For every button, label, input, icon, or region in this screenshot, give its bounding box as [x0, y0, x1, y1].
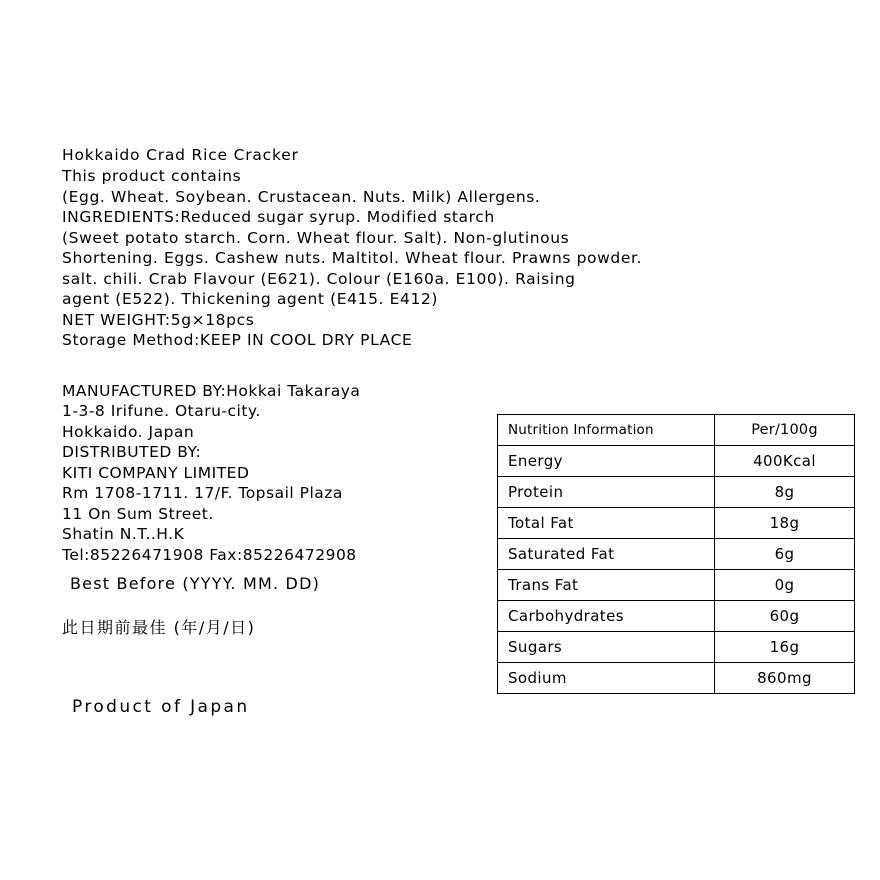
allergens-line: (Egg. Wheat. Soybean. Crustacean. Nuts. Milk) Allergens.: [62, 187, 541, 206]
product-title: Hokkaido Crad Rice Cracker: [62, 146, 299, 164]
spacer: [62, 565, 532, 573]
nutrient-name: Sodium: [498, 663, 715, 694]
table-row: [498, 601, 855, 632]
table-row: [498, 446, 855, 477]
nutrient-name: Saturated Fat: [498, 539, 715, 570]
distributed-by-line-5: Shatin N.T..H.K: [62, 525, 185, 543]
nutrient-name: Protein: [498, 477, 715, 508]
ingredients-line-5: agent (E522). Thickening agent (E415. E412): [62, 290, 439, 308]
manufactured-by-line-2: 1-3-8 Irifune. Otaru-city.: [62, 402, 261, 420]
table-header-row: [498, 415, 855, 446]
distributed-by-line-6: Tel:85226471908 Fax:85226472908: [62, 545, 357, 564]
table-row: [498, 539, 855, 570]
nutrient-value: 6g: [715, 539, 855, 570]
product-of-origin: Product of Japan: [72, 697, 250, 717]
net-weight: NET WEIGHT:5g×18pcs: [62, 310, 255, 329]
best-before-text: Best Before (YYYY. MM. DD): [70, 574, 321, 593]
nutrient-name: Trans Fat: [498, 570, 715, 601]
ingredients-line-4: salt. chili. Crab Flavour (E621). Colour (E160a. E100). Raising: [62, 269, 576, 288]
manufactured-by-line-3: Hokkaido. Japan: [62, 422, 195, 441]
table-row: [498, 663, 855, 694]
nutrition-information-table: [497, 414, 818, 694]
contains-heading: This product contains: [62, 167, 242, 185]
manufactured-by-line-1: MANUFACTURED BY:Hokkai Takaraya: [62, 381, 361, 400]
nutrition-header-value: Per/100g: [715, 415, 855, 446]
table-row: [498, 508, 855, 539]
nutrient-name: Total Fat: [498, 508, 715, 539]
nutrient-value: 860mg: [715, 663, 855, 694]
nutrient-value: 0g: [715, 570, 855, 601]
nutrient-value: 16g: [715, 632, 855, 663]
nutrient-name: Sugars: [498, 632, 715, 663]
distributed-by-line-1: DISTRIBUTED BY:: [62, 443, 202, 461]
spacer: [62, 595, 532, 617]
nutrient-value: 400Kcal: [715, 446, 855, 477]
nutrient-value: 60g: [715, 601, 855, 632]
distributed-by-line-3: Rm 1708-1711. 17/F. Topsail Plaza: [62, 484, 343, 502]
nutrient-name: Energy: [498, 446, 715, 477]
nutrition-header-label: Nutrition Information: [498, 415, 715, 446]
table-row: [498, 570, 855, 601]
best-before-cjk-text: 此日期前最佳 (年/月/日): [62, 618, 256, 637]
distributed-by-line-2: KITI COMPANY LIMITED: [62, 463, 250, 482]
table-row: [498, 632, 855, 663]
nutrient-value: 18g: [715, 508, 855, 539]
storage-method: Storage Method:KEEP IN COOL DRY PLACE: [62, 331, 413, 349]
ingredients-line-2: (Sweet potato starch. Corn. Wheat flour. Salt). Non-glutinous: [62, 228, 570, 247]
ingredients-line-1: INGREDIENTS:Reduced sugar syrup. Modified starch: [62, 208, 495, 226]
spacer: [62, 639, 532, 697]
spacer: [62, 351, 532, 381]
nutrient-value: 8g: [715, 477, 855, 508]
ingredients-line-3: Shortening. Eggs. Cashew nuts. Maltitol. Wheat flour. Prawns powder.: [62, 249, 643, 267]
distributed-by-line-4: 11 On Sum Street.: [62, 504, 214, 523]
table-row: [498, 477, 855, 508]
nutrient-name: Carbohydrates: [498, 601, 715, 632]
